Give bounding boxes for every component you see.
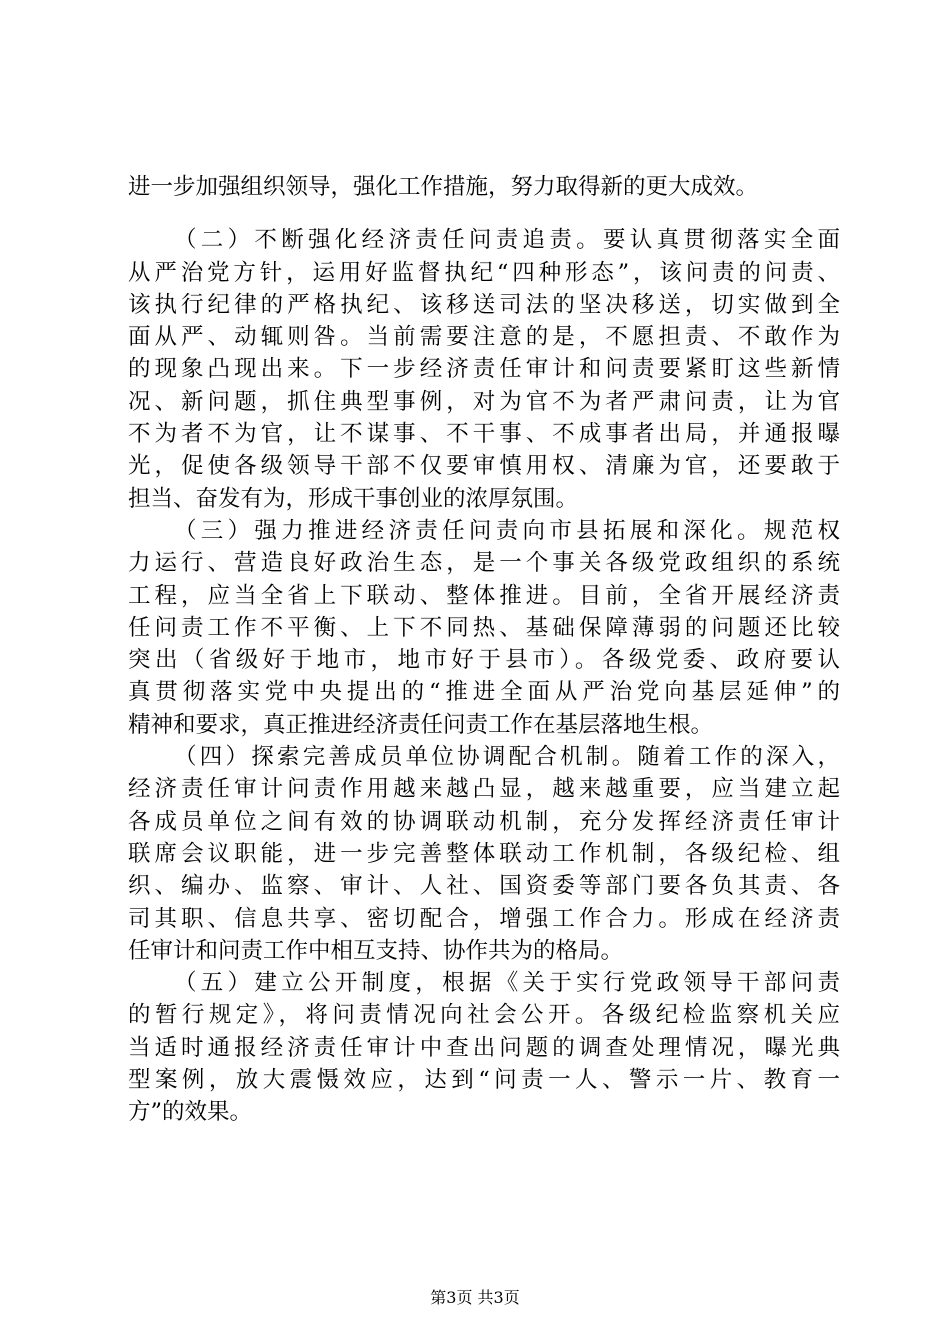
page-number-footer: 第3页 共3页 — [430, 1288, 520, 1307]
text-line: 联席会议职能，进一步完善整体联动工作机制，各级纪检、组 — [128, 840, 840, 867]
paragraph-gap — [128, 203, 840, 224]
text-line: 力运行、营造良好政治生态，是一个事关各级党政组织的系统 — [128, 550, 840, 577]
text-line: 精神和要求，真正推进经济责任问责工作在基层落地生根。 — [128, 711, 714, 738]
text-line: 真贯彻落实党中央提出的“推进全面从严治党向基层延伸”的 — [128, 679, 840, 706]
text-line: （五）建立公开制度，根据《关于实行党政领导干部问责 — [174, 970, 840, 997]
text-line: 任问责工作不平衡、上下不同热、基础保障薄弱的问题还比较 — [128, 614, 840, 641]
text-line: （三）强力推进经济责任问责向市县拓展和深化。规范权 — [174, 517, 840, 544]
text-line: 工程，应当全省上下联动、整体推进。目前，全省开展经济责 — [128, 582, 840, 609]
text-line: 方”的效果。 — [128, 1099, 253, 1126]
text-line: 织、编办、监察、审计、人社、国资委等部门要各负其责、各 — [128, 873, 840, 900]
text-line: 的暂行规定》，将问责情况向社会公开。各级纪检监察机关应 — [128, 1002, 840, 1029]
text-line: 光，促使各级领导干部不仅要审慎用权、清廉为官，还要敢于 — [128, 453, 840, 480]
text-line: 况、新问题，抓住典型事例，对为官不为者严肃问责，让为官 — [128, 388, 840, 415]
text-line: 的现象凸现出来。下一步经济责任审计和问责要紧盯这些新情 — [128, 356, 840, 383]
text-line: 进一步加强组织领导，强化工作措施，努力取得新的更大成效。 — [128, 174, 759, 200]
text-line: （四）探索完善成员单位协调配合机制。随着工作的深入， — [174, 744, 840, 771]
text-line: 该执行纪律的严格执纪、该移送司法的坚决移送，切实做到全 — [128, 291, 840, 318]
text-line: （二）不断强化经济责任问责追责。要认真贯彻落实全面 — [174, 227, 840, 254]
document-body — [128, 171, 840, 1129]
text-line: 不为者不为官，让不谋事、不干事、不成事者出局，并通报曝 — [128, 421, 840, 448]
text-line: 当适时通报经济责任审计中查出问题的调查处理情况，曝光典 — [128, 1034, 840, 1061]
text-line: 担当、奋发有为，形成干事创业的浓厚氛围。 — [128, 485, 579, 512]
text-line: 经济责任审计问责作用越来越凸显，越来越重要，应当建立起 — [128, 776, 840, 803]
text-line: 面从严、动辄则咎。当前需要注意的是，不愿担责、不敢作为 — [128, 324, 840, 351]
text-line: 型案例，放大震慑效应，达到“问责一人、警示一片、教育一 — [128, 1067, 840, 1094]
text-line: 从严治党方针，运用好监督执纪“四种形态”，该问责的问责、 — [128, 259, 840, 286]
text-line: 突出（省级好于地市，地市好于县市）。各级党委、政府要认 — [128, 647, 840, 674]
text-line: 司其职、信息共享、密切配合，增强工作合力。形成在经济责 — [128, 905, 840, 932]
text-line: 各成员单位之间有效的协调联动机制，充分发挥经济责任审计 — [128, 808, 840, 835]
text-line: 任审计和问责工作中相互支持、协作共为的格局。 — [128, 937, 624, 964]
